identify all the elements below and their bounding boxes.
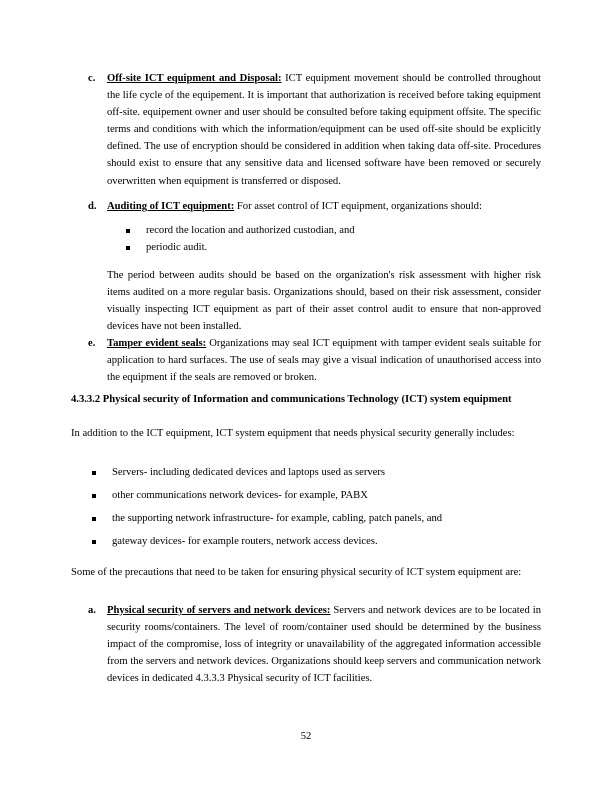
item-e-label: e. xyxy=(88,338,96,349)
audit-period-paragraph: The period between audits should be based on the organization's risk assessment with higher risk items audited on a more regular basis. Organizations should, based on their risk assessment, consider visually inspecting ICT equipment as part of their asset control audit to ensure that non-approved devices have not been installed. xyxy=(107,270,541,333)
list-item: the supporting network infrastructure- for example, cabling, patch panels, and xyxy=(92,510,532,533)
item-c-title: Off-site ICT equipment and Disposal: xyxy=(107,73,282,84)
item-a-title: Physical security of servers and network devices: xyxy=(107,605,331,616)
precautions-paragraph: Some of the precautions that need to be taken for ensuring physical security of ICT system equipment are: xyxy=(71,567,522,578)
list-item: record the location and authorized custodian, and xyxy=(126,222,526,239)
list-item: Servers- including dedicated devices and laptops used as servers xyxy=(92,464,532,487)
section-intro: In addition to the ICT equipment, ICT system equipment that needs physical security generally includes: xyxy=(71,428,515,439)
item-d-label: d. xyxy=(88,201,97,212)
item-d-bullet-list xyxy=(126,222,526,256)
list-item: gateway devices- for example routers, network access devices. xyxy=(92,533,532,556)
section-heading: 4.3.3.2 Physical security of Information and communications Technology (ICT) system equipment xyxy=(71,394,512,405)
item-c-text: ICT equipment movement should be controlled throughout the life cycle of the equipement. It is important that authorization is received before taking equipment off-site. equipement owner and user should be consulted before taking equipment offsite. The specific terms and conditions with which the information/equipment can be used off-site should be explicitly defined. The use of encryption should be considered in addition when taking data off-site. Procedures should exist to ensure that any sensitive data and licensed software have been removed or securely overwritten when equipment is transferred or disposed. xyxy=(107,73,541,187)
item-a-paragraph xyxy=(107,602,541,687)
bullet-icon xyxy=(92,471,96,475)
item-d-text: For asset control of ICT equipment, organizations should: xyxy=(234,201,482,212)
list-item: other communications network devices- for example, PABX xyxy=(92,487,532,510)
bullet-icon xyxy=(92,517,96,521)
item-e-paragraph xyxy=(107,335,541,386)
bullet-icon xyxy=(126,246,130,250)
list-item: periodic audit. xyxy=(126,239,526,256)
item-a-text: Servers and network devices are to be located in security rooms/containers. The level of room/container used should be determined by the business impact of the compromise, loss of integrity or unavailability of the aggregated information accessible from the servers and network devices. Organizations should keep servers and communication network devices in dedicated 4.3.3.3 Physical security of ICT facilities. xyxy=(107,605,541,685)
item-d-title: Auditing of ICT equipment: xyxy=(107,201,235,212)
page-number: 52 xyxy=(300,731,312,742)
item-d-paragraph xyxy=(107,198,547,215)
bullet-icon xyxy=(126,229,130,233)
item-c-paragraph xyxy=(107,70,541,190)
item-e-title: Tamper evident seals: xyxy=(107,338,207,349)
bullet-icon xyxy=(92,494,96,498)
item-a-label: a. xyxy=(88,605,96,616)
bullet-icon xyxy=(92,540,96,544)
item-c-label: c. xyxy=(88,73,96,84)
item-e-text: Organizations may seal ICT equipment with tamper evident seals suitable for application to hard surfaces. The use of seals may give a visual indication of unauthorised access into the equipment if the seals are removed or broken. xyxy=(107,338,541,384)
ict-system-bullet-list xyxy=(92,464,532,556)
